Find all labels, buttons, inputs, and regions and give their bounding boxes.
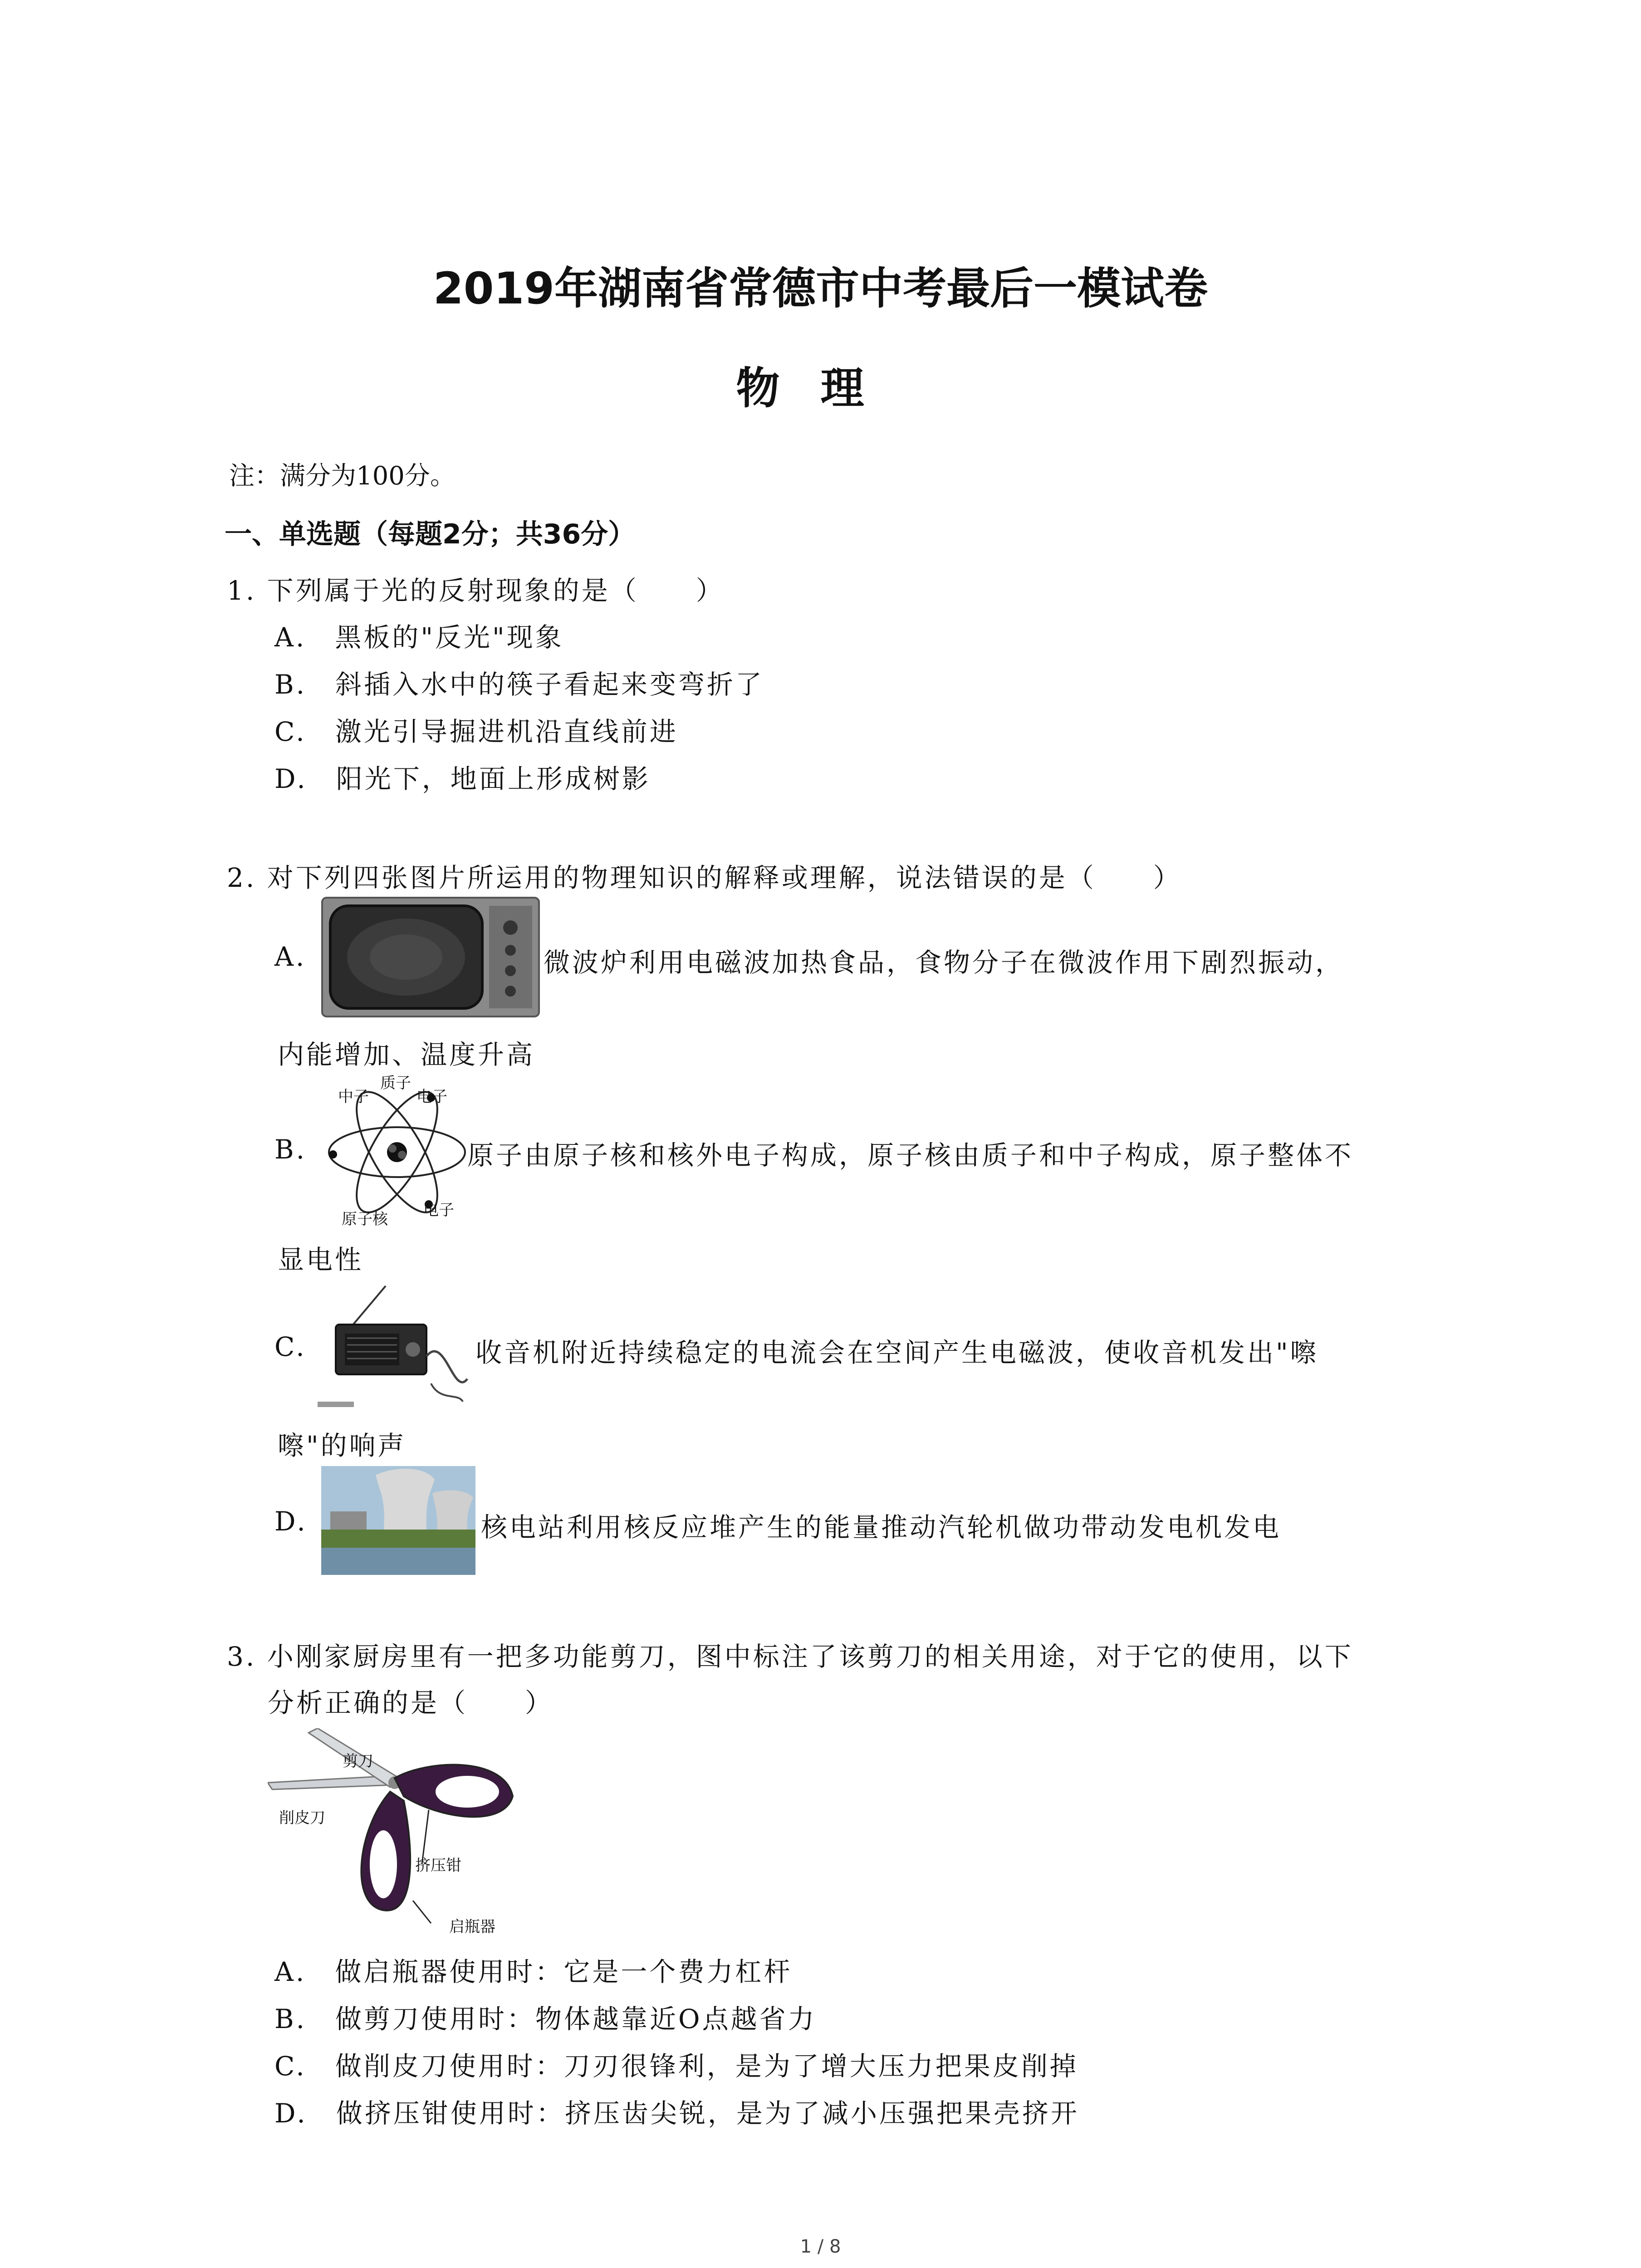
q3-option-b: B. 做剪刀使用时：物体越靠近O点越省力 bbox=[274, 2004, 817, 2034]
radio-image bbox=[318, 1279, 472, 1411]
q3-option-c: C. 做削皮刀使用时：刀刃很锋利，是为了增大压力把果皮削掉 bbox=[274, 2051, 1078, 2082]
q3-stem-line2: 分析正确的是（ ） bbox=[268, 1687, 554, 1718]
q1-option-c: C. 激光引导掘进机沿直线前进 bbox=[274, 716, 678, 747]
atom-label-electron-bottom: 电子 bbox=[423, 1201, 454, 1219]
nuclear-plant-image bbox=[321, 1466, 475, 1575]
exam-title: 2019年湖南省常德市中考最后一模试卷 bbox=[433, 263, 1208, 314]
q2-option-b-continuation: 显电性 bbox=[278, 1244, 364, 1275]
q2-option-a-text: 微波炉利用电磁波加热食品，食物分子在微波作用下剧烈振动， bbox=[544, 947, 1344, 978]
q2-option-a-letter: A. bbox=[274, 941, 307, 972]
q2-option-d-letter: D. bbox=[274, 1506, 308, 1537]
q2-option-c-text: 收音机附近持续稳定的电流会在空间产生电磁波，使收音机发出"嚓 bbox=[475, 1337, 1319, 1368]
q1-option-b: B. 斜插入水中的筷子看起来变弯折了 bbox=[274, 669, 764, 700]
q1-option-d: D. 阳光下，地面上形成树影 bbox=[274, 763, 651, 794]
q3-option-a: A. 做启瓶器使用时：它是一个费力杠杆 bbox=[274, 1956, 793, 1987]
q3-option-d: D. 做挤压钳使用时：挤压齿尖锐，是为了减小压强把果壳挤开 bbox=[274, 2098, 1079, 2129]
q2-option-b-text: 原子由原子核和核外电子构成，原子核由质子和中子构成，原子整体不 bbox=[467, 1140, 1354, 1171]
q1-option-a: A. 黑板的"反光"现象 bbox=[274, 622, 564, 653]
q2-stem: 2. 对下列四张图片所运用的物理知识的解释或理解，说法错误的是（ ） bbox=[227, 862, 1182, 893]
atom-label-proton: 质子 bbox=[380, 1074, 411, 1092]
q2-option-b-letter: B. bbox=[274, 1134, 307, 1165]
scissors-label-cutting: 剪刀 bbox=[343, 1752, 373, 1770]
atom-label-neutron: 中子 bbox=[338, 1088, 369, 1106]
page-number: 1 / 8 bbox=[800, 2236, 841, 2257]
score-note: 注：满分为100分。 bbox=[229, 461, 456, 491]
q2-option-d-text: 核电站利用核反应堆产生的能量推动汽轮机做功带动发电机发电 bbox=[481, 1512, 1282, 1543]
q2-option-c-continuation: 嚓"的响声 bbox=[278, 1430, 407, 1461]
scissors-label-opener: 启瓶器 bbox=[449, 1918, 495, 1936]
microwave-image bbox=[321, 896, 540, 1021]
scissors-label-peeler: 削皮刀 bbox=[279, 1809, 325, 1827]
atom-label-nucleus: 原子核 bbox=[342, 1210, 388, 1228]
q3-stem-line1: 3. 小刚家厨房里有一把多功能剪刀，图中标注了该剪刀的相关用途，对于它的使用，以下 bbox=[227, 1641, 1353, 1672]
q2-option-a-continuation: 内能增加、温度升高 bbox=[278, 1039, 535, 1070]
q2-option-c-letter: C. bbox=[274, 1331, 307, 1362]
subject-title: 物理 bbox=[736, 363, 905, 414]
scissors-label-pliers: 挤压钳 bbox=[415, 1857, 461, 1875]
q1-stem: 1. 下列属于光的反射现象的是（ ） bbox=[227, 575, 725, 606]
section-heading: 一、单选题（每题2分；共36分） bbox=[225, 518, 636, 550]
scissors-diagram bbox=[268, 1728, 522, 1937]
atom-label-electron-top: 电子 bbox=[416, 1088, 447, 1106]
